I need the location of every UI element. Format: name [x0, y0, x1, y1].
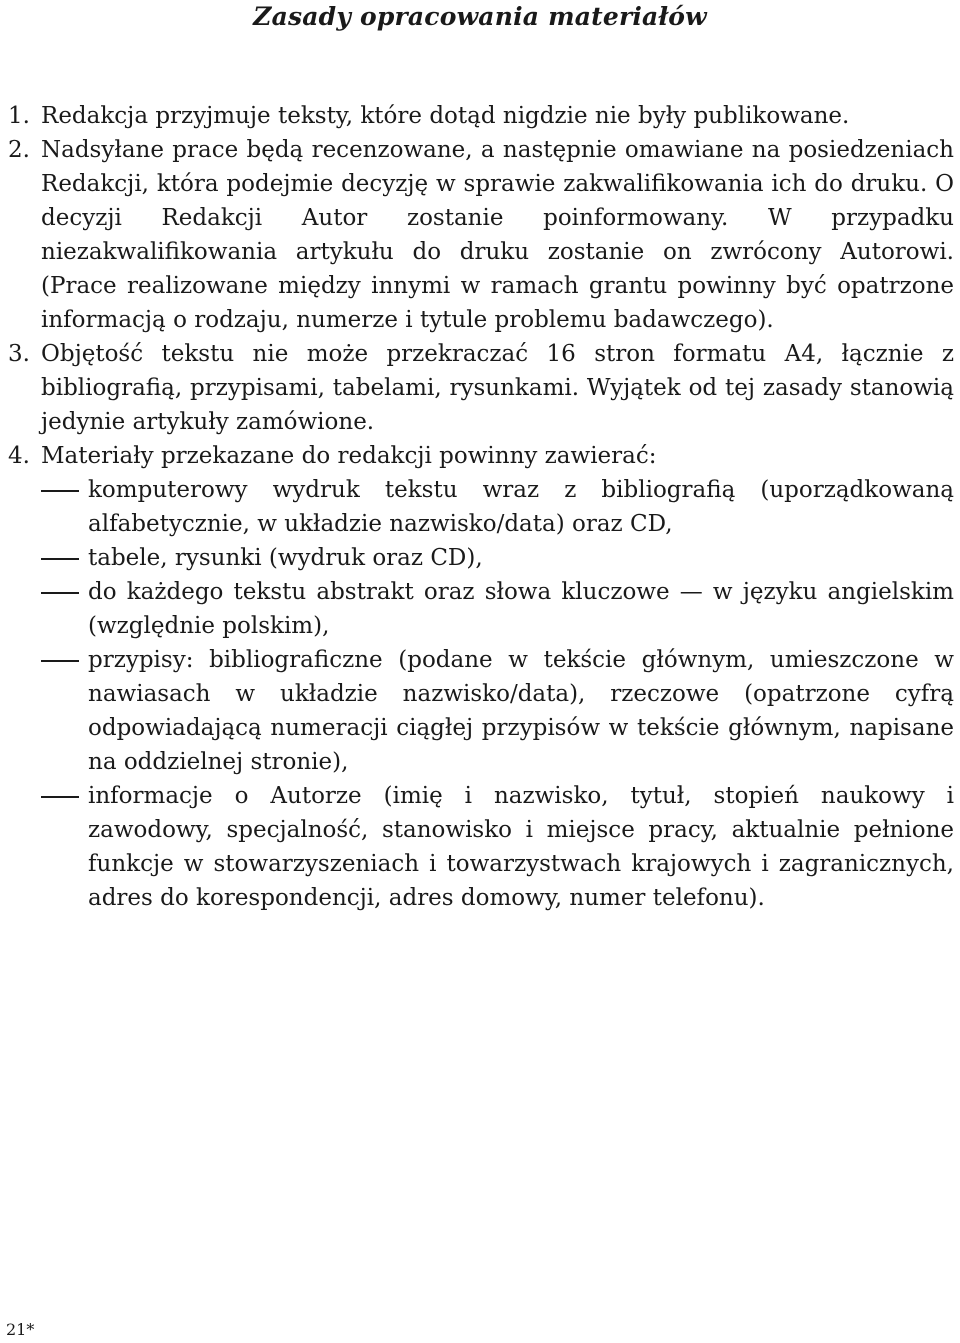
list-item-text: tabele, rysunki (wydruk oraz CD),: [88, 545, 483, 571]
rule-item-4: [8, 439, 954, 915]
list-item: [41, 541, 954, 575]
list-item-text: informacje o Autorze (imię i nazwisko, tytuł, stopień naukowy i zawodowy, specjalność, stanowisko i miejsce pracy, aktualnie pełnione funkcje w stowarzyszeniach i towarzystwach krajowych i zagranicznych, adres do korespondencji, adres domowy, numer telefonu).: [88, 783, 954, 911]
rule-item-2: [8, 133, 954, 337]
rule-number: 1.: [8, 103, 30, 129]
rule-number: 4.: [8, 443, 30, 469]
rule-text: Nadsyłane prace będą recenzowane, a następnie omawiane na posiedzeniach Redakcji, która podejmie decyzję w sprawie zakwalifikowania ich do druku. O decyzji Redakcji Autor zostanie poinformowany. W przypadku niezakwalifikowania artykułu do druku zostanie on zwrócony Autorowi. (Prace realizowane między innymi w ramach grantu powinny być opatrzone informacją o rodzaju, numerze i tytule problemu badawczego).: [41, 137, 954, 333]
rule-text: Redakcja przyjmuje teksty, które dotąd nigdzie nie były publikowane.: [41, 103, 850, 129]
list-item: [41, 575, 954, 643]
page-number: 21*: [6, 1320, 35, 1339]
em-dash-bullet: [41, 558, 79, 560]
page-title: Zasady opracowania materiałów: [253, 2, 707, 31]
list-item-text: komputerowy wydruk tekstu wraz z bibliografią (uporządkowaną alfabetycznie, w układzie nazwisko/data) oraz CD,: [88, 477, 954, 537]
rule-text: Objętość tekstu nie może przekraczać 16 stron formatu A4, łącznie z bibliografią, przypisami, tabelami, rysunkami. Wyjątek od tej zasady stanowią jedynie artykuły zamówione.: [41, 341, 954, 435]
list-item-text: przypisy: bibliograficzne (podane w tekście głównym, umieszczone w nawiasach w układzie nazwisko/data), rzeczowe (opatrzone cyfrą odpowiadającą numeracji ciągłej przypisów w tekście głównym, napisane na oddzielnej stronie),: [88, 647, 954, 775]
rule-number: 2.: [8, 137, 30, 163]
rule-item-3: [8, 337, 954, 439]
em-dash-bullet: [41, 592, 79, 594]
list-item-text: do każdego tekstu abstrakt oraz słowa kluczowe — w języku angielskim (względnie polskim),: [88, 579, 954, 639]
list-item: [41, 779, 954, 915]
list-item: [41, 473, 954, 541]
em-dash-bullet: [41, 490, 79, 492]
em-dash-bullet: [41, 660, 79, 662]
rule-text: Materiały przekazane do redakcji powinny zawierać:: [41, 443, 657, 469]
rule-number: 3.: [8, 341, 30, 367]
em-dash-bullet: [41, 796, 79, 798]
rule-item-1: [8, 99, 954, 133]
rules-list: [8, 99, 954, 915]
list-item: [41, 643, 954, 779]
materials-list: [8, 473, 954, 915]
